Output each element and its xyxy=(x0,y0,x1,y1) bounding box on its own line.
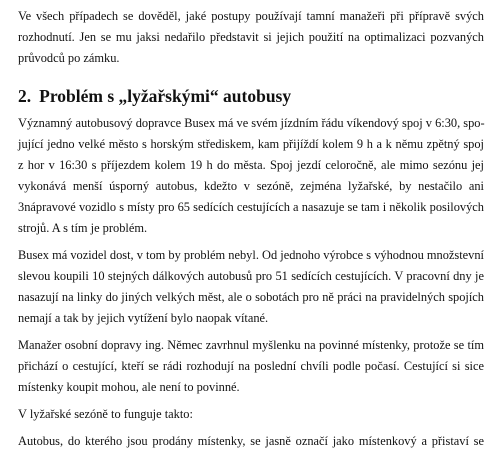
text-line: Ve všech případech se dověděl, jaké postupy používají tamní manažeři při přípravě svých xyxy=(18,9,484,23)
text-line: z hor v 16:30 s příjezdem kolem 19 h do města. Spoj jezdí celoročně, ale mimo sezónu jej xyxy=(18,158,484,172)
text-line: Autobus, do kterého jsou prodány místenky, se jasně označí jako místenkový a přistaví se xyxy=(18,434,484,448)
section-number: 2. xyxy=(18,86,32,106)
paragraph-bus-reservation xyxy=(18,431,484,452)
text-line: nemají a tak by jejich vytížení bylo naopak vítané. xyxy=(18,311,269,325)
text-line: Busex má vozidel dost, v tom by problém nebyl. Od jednoho výrobce s výhodnou množstevní xyxy=(18,248,484,262)
text-line: strojů. A s tím je problém. xyxy=(18,221,148,235)
text-line: jující jedno velké město s horským střediskem, kam přijíždí kolem 9 h a k němu zpětný spoj xyxy=(18,137,484,151)
text-line: průvodců po zámku. xyxy=(18,51,120,65)
text-line: 3nápravové vozidlo s místy pro 65 sedících cestujících a nasazuje se tam i několik posilových xyxy=(18,200,484,214)
text-line: nasazují na linky do jiných velkých měst, ale o sobotách pro ně práci na pravidelných spojích xyxy=(18,290,484,304)
text-line: přichází o cestující, kteří se rádi rozhodují na poslední chvíli podle počasí. Cestující si sice xyxy=(18,359,484,373)
text-line: Významný autobusový dopravce Busex má ve svém jízdním řádu víkendový spoj v 6:30, spo- xyxy=(18,116,485,130)
paragraph-busex-vehicles xyxy=(18,245,484,329)
document-page xyxy=(18,6,484,452)
text-line: slevou koupili 10 stejných dálkových autobusů pro 51 sedících cestujících. V pracovní dny je xyxy=(18,269,484,283)
text-line: Manažer osobní dopravy ing. Němec zavrhnul myšlenku na povinné místenky, protože se tím xyxy=(18,338,484,352)
text-line: rozhodnutí. Jen se mu jaksi nedařilo představit si jejich použití na optimalizaci pozvaných xyxy=(18,30,484,44)
text-line: vykonává menší úsporný autobus, kdežto v sezóně, zejména lyžařské, by nestačilo ani xyxy=(18,179,484,193)
intro-paragraph xyxy=(18,6,484,69)
section-title: Problém s „lyžařskými“ autobusy xyxy=(39,86,292,106)
text-line: místenky koupit mohou, ale není to povinné. xyxy=(18,380,240,394)
section-heading xyxy=(18,85,484,107)
text-line: V lyžařské sezóně to funguje takto: xyxy=(18,407,193,421)
paragraph-manager xyxy=(18,335,484,398)
paragraph-busex-schedule xyxy=(18,113,484,239)
paragraph-season-intro xyxy=(18,404,484,425)
